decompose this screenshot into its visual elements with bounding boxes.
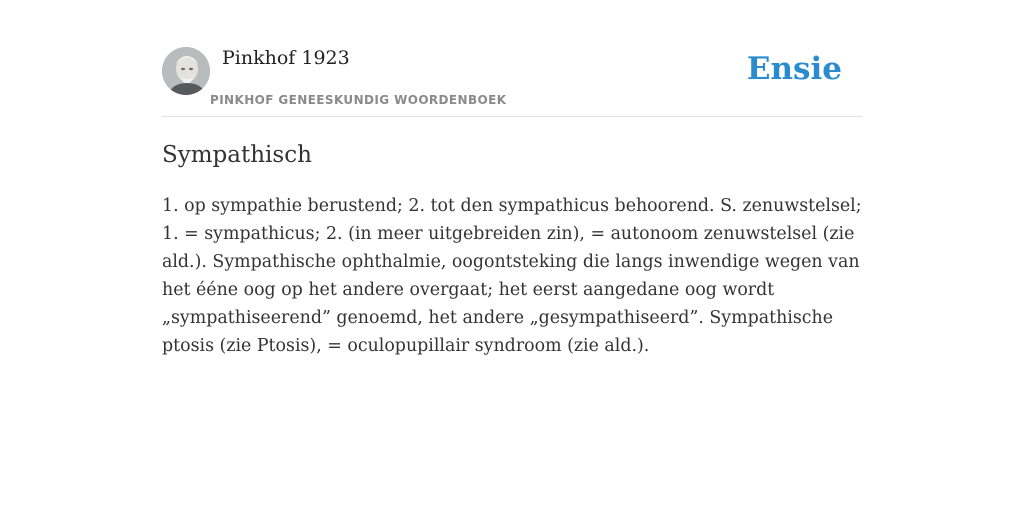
portrait-image xyxy=(162,47,210,95)
author-avatar[interactable] xyxy=(162,47,210,95)
entry-definition: 1. op sympathie berustend; 2. tot den sympathicus behoorend. S. zenuwstelsel; 1. = sympathicus; 2. (in meer uitgebreiden zin), = autonoom zenuwstelsel (zie ald.). Sympathische ophthalmie, oogontsteking die langs inwendige wegen van het ééne oog op het andere overgaat; het eerst aangedane oog wordt „sympathiseerend” genoemd, het andere „gesympathiseerd”. Sympathische ptosis (zie Ptosis), = oculopupillair syndroom (zie ald.). xyxy=(162,196,862,356)
author-name[interactable]: Pinkhof 1923 xyxy=(222,47,350,69)
header xyxy=(162,0,862,117)
source-name[interactable]: PINKHOF GENEESKUNDIG WOORDENBOEK xyxy=(210,93,507,107)
ensie-logo[interactable]: Ensie xyxy=(746,51,842,87)
entry-title: Sympathisch xyxy=(162,142,312,168)
